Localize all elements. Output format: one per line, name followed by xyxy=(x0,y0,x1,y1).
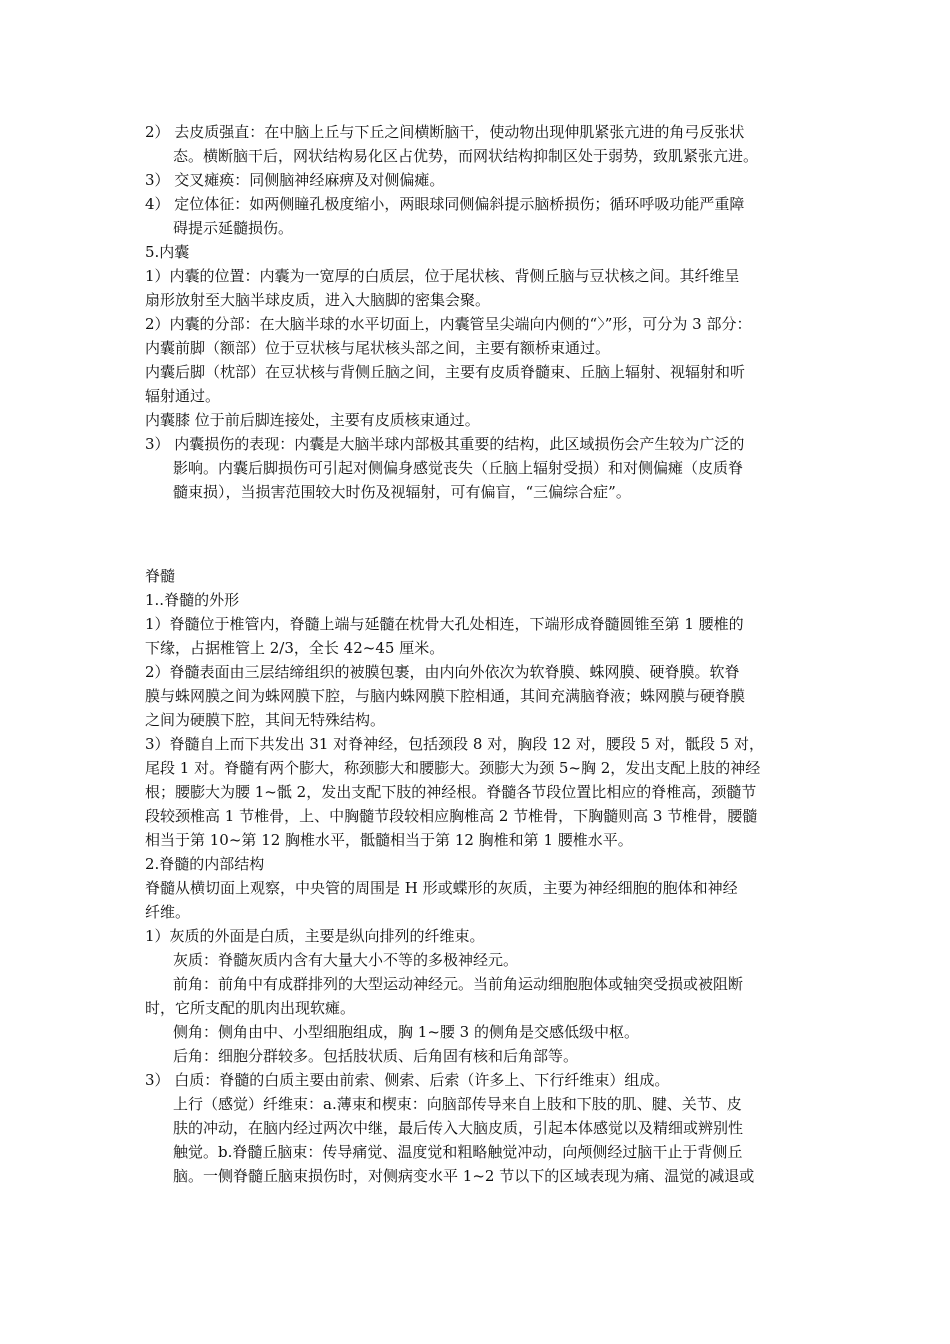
text-line: 纤维。 xyxy=(145,903,191,921)
text-line: 上行（感觉）纤维束：a.薄束和楔束：向脑部传导来自上肢和下肢的肌、腱、关节、皮 xyxy=(173,1095,742,1113)
text-line: 触觉。b.脊髓丘脑束：传导痛觉、温度觉和粗略触觉冲动，向颅侧经过脑干止于背侧丘 xyxy=(173,1143,743,1161)
text-line: 扇形放射至大脑半球皮质，进入大脑脚的密集会聚。 xyxy=(145,291,491,309)
text-line: 之间为硬膜下腔，其间无特殊结构。 xyxy=(145,711,386,729)
text-line: 4） 定位体征：如两侧瞳孔极度缩小，两眼球同侧偏斜提示脑桥损伤；循环呼吸功能严重障 xyxy=(145,195,745,213)
text-line: 髓束损），当损害范围较大时伤及视辐射，可有偏盲，“三偏综合症”。 xyxy=(173,483,631,501)
text-line: 2） 去皮质强直：在中脑上丘与下丘之间横断脑干，使动物出现伸肌紧张亢进的角弓反张状 xyxy=(145,123,745,141)
text-line: 1）灰质的外面是白质，主要是纵向排列的纤维束。 xyxy=(145,927,485,945)
text-line: 下缘，占据椎管上 2/3，全长 42~45 厘米。 xyxy=(145,639,445,657)
text-line: 相当于第 10~第 12 胸椎水平，骶髓相当于第 12 胸椎和第 1 腰椎水平。 xyxy=(145,831,633,849)
text-line: 3）脊髓自上而下共发出 31 对脊神经，包括颈段 8 对，胸段 12 对，腰段 5 对，骶段 5 对， xyxy=(145,735,765,753)
text-line: 肤的冲动，在脑内经过两次中继，最后传入大脑皮质，引起本体感觉以及精细或辨别性 xyxy=(173,1119,744,1137)
text-line: 前角：前角中有成群排列的大型运动神经元。当前角运动细胞胞体或轴突受损或被阻断 xyxy=(173,975,744,993)
text-line: 侧角：侧角由中、小型细胞组成，胸 1~腰 3 的侧角是交感低级中枢。 xyxy=(173,1023,639,1041)
text-line: 1）脊髓位于椎管内，脊髓上端与延髓在枕骨大孔处相连，下端形成脊髓圆锥至第 1 腰椎的 xyxy=(145,615,744,633)
text-line: 3） 白质：脊髓的白质主要由前索、侧索、后索（许多上、下行纤维束）组成。 xyxy=(145,1071,670,1089)
text-line: 3） 交叉瘫痪：同侧脑神经麻痹及对侧偏瘫。 xyxy=(145,171,445,189)
text-line: 内囊膝 位于前后脚连接处，主要有皮质核束通过。 xyxy=(145,411,480,429)
section-heading: 脊髓 xyxy=(145,567,176,585)
text-line: 内囊后脚（枕部）在豆状核与背侧丘脑之间，主要有皮质脊髓束、丘脑上辐射、视辐射和听 xyxy=(145,363,746,381)
text-line: 膜与蛛网膜之间为蛛网膜下腔，与脑内蛛网膜下腔相通，其间充满脑脊液；蛛网膜与硬脊膜 xyxy=(145,687,746,705)
text-line: 脑。一侧脊髓丘脑束损伤时，对侧病变水平 1~2 节以下的区域表现为痛、温觉的减退或 xyxy=(173,1167,755,1185)
text-line: 灰质：脊髓灰质内含有大量大小不等的多极神经元。 xyxy=(173,951,519,969)
text-line: 根；腰膨大为腰 1~骶 2，发出支配下肢的神经根。脊髓各节段位置比相应的脊椎高，颈髓节 xyxy=(145,783,757,801)
text-line: 2）内囊的分部：在大脑半球的水平切面上，内囊管呈尖端向内侧的“〉”形，可分为 3 部分： xyxy=(145,315,752,333)
text-line: 1）内囊的位置：内囊为一宽厚的白质层，位于尾状核、背侧丘脑与豆状核之间。其纤维呈 xyxy=(145,267,740,285)
text-line: 2）脊髓表面由三层结缔组织的被膜包裹，由内向外依次为软脊膜、蛛网膜、硬脊膜。软脊 xyxy=(145,663,740,681)
text-line: 辐射通过。 xyxy=(145,387,221,405)
text-line: 后角：细胞分群较多。包括肢状质、后角固有核和后角部等。 xyxy=(173,1047,579,1065)
text-line: 段较颈椎高 1 节椎骨，上、中胸髓节段较相应胸椎高 2 节椎骨，下胸髓则高 3 节椎骨，腰髓 xyxy=(145,807,758,825)
text-line: 内囊前脚（额部）位于豆状核与尾状核头部之间，主要有额桥束通过。 xyxy=(145,339,611,357)
text-line: 时，它所支配的肌肉出现软瘫。 xyxy=(145,999,356,1017)
text-line: 影响。内囊后脚损伤可引起对侧偏身感觉丧失（丘脑上辐射受损）和对侧偏瘫（皮质脊 xyxy=(173,459,744,477)
text-line: 尾段 1 对。脊髓有两个膨大，称颈膨大和腰膨大。颈膨大为颈 5~胸 2，发出支配上肢的神经 xyxy=(145,759,761,777)
text-line: 3） 内囊损伤的表现：内囊是大脑半球内部极其重要的结构，此区域损伤会产生较为广泛的 xyxy=(145,435,745,453)
text-line: 碍提示延髓损伤。 xyxy=(173,219,294,237)
section-heading: 1..脊髓的外形 xyxy=(145,591,240,609)
section-heading: 5.内囊 xyxy=(145,243,190,261)
text-line: 态。横断脑干后，网状结构易化区占优势，而网状结构抑制区处于弱势，致肌紧张亢进。 xyxy=(173,147,759,165)
text-line: 脊髓从横切面上观察，中央管的周围是 H 形或蝶形的灰质，主要为神经细胞的胞体和神经 xyxy=(145,879,738,897)
section-heading: 2.脊髓的内部结构 xyxy=(145,855,265,873)
